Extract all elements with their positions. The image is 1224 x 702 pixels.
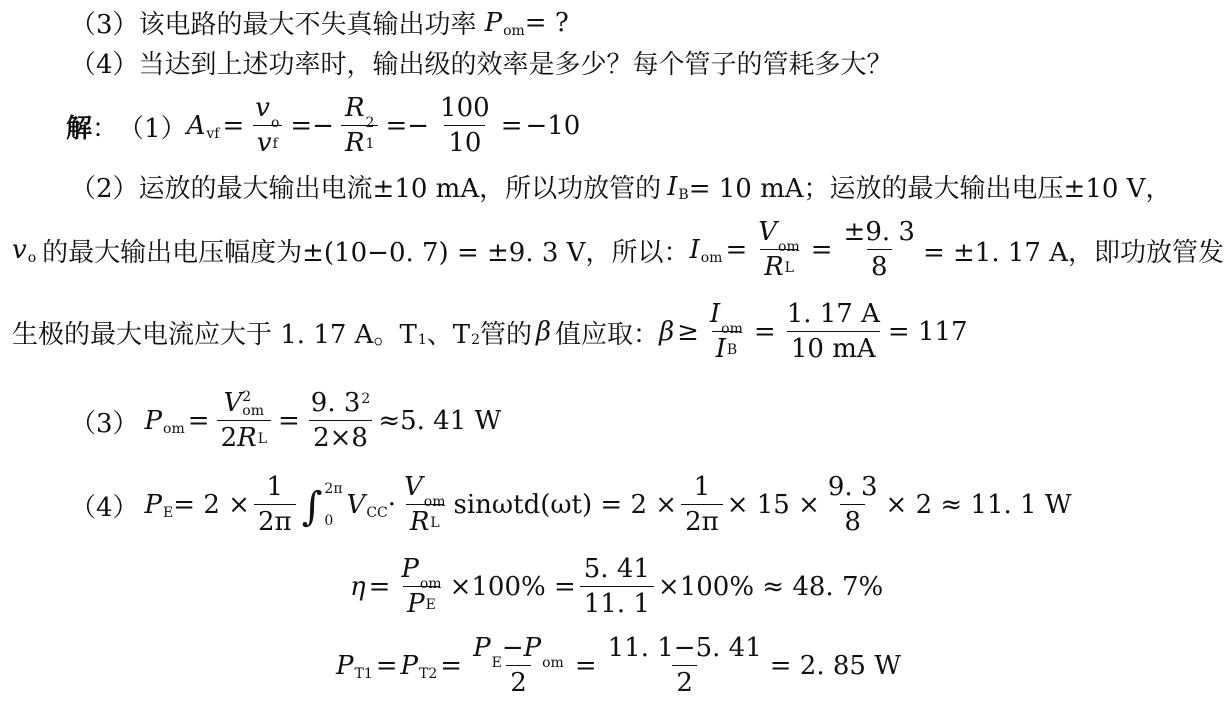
avf-symbol: A bbox=[186, 111, 206, 141]
fraction-541-111 bbox=[580, 555, 654, 618]
ib-sub: B bbox=[678, 186, 689, 203]
fraction-93-8 bbox=[840, 218, 919, 281]
fraction-1-2pi-2 bbox=[681, 473, 723, 536]
iom-symbol-2: I bbox=[709, 299, 721, 330]
vcc-symbol: V bbox=[346, 490, 366, 520]
den-2pi-b: 2π bbox=[681, 504, 723, 537]
num-5-41: 5. 41 bbox=[583, 554, 650, 585]
rl-symbol-3: R bbox=[409, 507, 430, 537]
part2-line3-sep: 、T bbox=[426, 319, 471, 350]
fraction-100-10 bbox=[436, 94, 494, 157]
den-2-c: 2 bbox=[672, 665, 697, 698]
q4-text: 当达到上述功率时，输出级的效率是多少？每个管子的管耗多大？ bbox=[138, 50, 893, 80]
vo-sub-2: o bbox=[27, 250, 37, 266]
fraction-117-10ma bbox=[783, 300, 884, 363]
eta-symbol: η bbox=[350, 572, 366, 602]
solution-2-line-1 bbox=[70, 168, 1171, 205]
pe-sub: E bbox=[163, 505, 174, 521]
part2-line2-b: = ±1. 17 A，即功放管发 bbox=[922, 237, 1224, 268]
vom-sub-2: om bbox=[242, 403, 265, 419]
times-100: ×100% = bbox=[449, 572, 576, 602]
q3-symbol-sub: om bbox=[503, 22, 525, 39]
solution-4-pe bbox=[70, 468, 1072, 542]
part2-text-a: 运放的最大输出电流±10 mA，所以功放管的 bbox=[138, 174, 662, 204]
result-1: −10 bbox=[525, 111, 581, 141]
den-11-1: 11. 1 bbox=[580, 586, 654, 619]
den-10ma: 10 mA bbox=[787, 331, 880, 364]
den-8-b: 8 bbox=[840, 504, 865, 537]
integral-sign: ∫ bbox=[301, 484, 323, 530]
pt2-symbol: P bbox=[400, 651, 419, 681]
vf-sub: f bbox=[272, 136, 278, 152]
iom-sub: om bbox=[700, 250, 723, 266]
fraction-iom-ib bbox=[706, 300, 747, 363]
num-9-3: ±9. 3 bbox=[843, 217, 915, 248]
solution-4-eta: η = P om P E ×100% = $\frac{5. 41}{11. 1}$ ×100% ≈ 48. 7% bbox=[350, 554, 884, 619]
num-100: 100 bbox=[440, 93, 490, 124]
beta-symbol-2: β bbox=[659, 317, 675, 347]
vcc-sub: CC bbox=[366, 505, 388, 521]
result-117: = 117 bbox=[887, 317, 968, 347]
vf-symbol: v bbox=[256, 128, 272, 158]
r2-sub: 2 bbox=[365, 114, 375, 131]
vom-sub-3: om bbox=[423, 493, 446, 510]
ib-sub-2: B bbox=[726, 342, 738, 358]
part2-line3-c: 值应取： bbox=[555, 319, 660, 350]
fraction-r2-r1 bbox=[341, 94, 379, 157]
pom-sub-3: om bbox=[542, 654, 564, 671]
pt2-sub: T2 bbox=[419, 666, 438, 682]
solution-3: （3） P om = V 2 om 2 R L = 9. 3 2 2×8 ≈5. 41 W bbox=[70, 388, 502, 453]
r2-symbol: R bbox=[344, 93, 365, 124]
ib-symbol: I bbox=[667, 171, 678, 202]
pom-sub: om bbox=[163, 421, 185, 437]
r1-sub: 1 bbox=[365, 136, 375, 152]
fraction-vom2-2rl bbox=[217, 389, 271, 452]
vom-sup: 2 bbox=[242, 389, 252, 405]
vom-sub: om bbox=[778, 238, 800, 255]
part3-label: （3） bbox=[70, 408, 139, 439]
vom-symbol-3: V bbox=[404, 472, 423, 503]
eta-result: ×100% ≈ 48. 7% bbox=[657, 572, 884, 602]
t1-sub: 1 bbox=[417, 332, 427, 348]
pe-symbol-3: P bbox=[473, 633, 491, 664]
avf-sub: vf bbox=[206, 126, 220, 142]
rl-sub-3: L bbox=[430, 515, 440, 531]
pe-symbol-2: P bbox=[407, 589, 425, 619]
den-2pi: 2π bbox=[254, 504, 296, 537]
vo-sub: o bbox=[270, 114, 280, 131]
pe-sub-2: E bbox=[425, 597, 436, 613]
q3-label: （3） bbox=[70, 10, 139, 40]
pt1-symbol: P bbox=[336, 651, 354, 681]
rl-symbol: R bbox=[764, 252, 784, 282]
q4-label: （4） bbox=[70, 50, 139, 80]
ge-sign: ≥ bbox=[677, 317, 699, 347]
r1-symbol: R bbox=[344, 128, 365, 158]
vom-symbol-2: V bbox=[223, 388, 243, 419]
rl-sub-2: L bbox=[257, 431, 267, 447]
num-1: 1 bbox=[266, 472, 284, 503]
pom-symbol-3: P bbox=[523, 633, 542, 664]
solution-2-line-2: v o 的最大输出电压幅度为±(10−0. 7) = ±9. 3 V，所以： I om = V om R L = $\frac{\pm 9. 3}{8}$ = ±1. 17 A，即功放管发 bbox=[12, 217, 1224, 282]
part2-label: （2） bbox=[70, 174, 139, 204]
solution-1: 解 ： （1） A vf = v o v f =− R 2 R 1 =− $\frac{100}{10}$ = −10 bbox=[66, 93, 581, 158]
question-4 bbox=[70, 44, 893, 81]
num-9-3-b: 9. 3 bbox=[827, 472, 878, 503]
dot-operator: · bbox=[387, 490, 397, 520]
fraction-vom-rl-2 bbox=[400, 473, 450, 536]
solution-4-pt: P T1 = P T2 = P E − P om 2 = $\frac{11. 1-5. 41}{2}$ = 2. 85 W bbox=[336, 633, 901, 698]
integral-lower: 0 bbox=[324, 513, 334, 529]
beta-symbol: β bbox=[536, 317, 552, 347]
iom-symbol: I bbox=[689, 235, 700, 265]
pt-result: = 2. 85 W bbox=[769, 651, 901, 681]
num-sq-sup: 2 bbox=[361, 390, 371, 407]
fraction-diff-2 bbox=[604, 634, 766, 697]
den-8: 8 bbox=[867, 249, 892, 282]
part2-line3-a: 生极的最大电流应大于 1. 17 A。T bbox=[12, 319, 417, 350]
solution-heading: 解 bbox=[66, 113, 93, 144]
pom-symbol-2: P bbox=[401, 554, 419, 585]
solution-2-line-3: 生极的最大电流应大于 1. 17 A。T 1 、T 2 管的 β 值应取： β ≥ I om I B = $\frac{1. 17 A}{10 mA}$ = 117 bbox=[12, 299, 968, 364]
pom-symbol: P bbox=[144, 406, 163, 436]
eq-2-times: = 2 × bbox=[173, 490, 250, 520]
fraction-93-8-b bbox=[824, 473, 882, 536]
den-2: 2 bbox=[220, 423, 238, 453]
pe-symbol: P bbox=[144, 490, 163, 520]
times-2-result: × 2 ≈ 11. 1 W bbox=[885, 490, 1072, 520]
solution-colon: ： bbox=[92, 113, 119, 144]
den-2-b: 2 bbox=[506, 665, 531, 698]
pom-sub-2: om bbox=[419, 575, 442, 592]
vom-symbol: V bbox=[758, 217, 778, 248]
q3-symbol: P bbox=[484, 7, 503, 38]
rl-symbol-2: R bbox=[237, 423, 257, 453]
den-10: 10 bbox=[444, 125, 485, 158]
ib-symbol-2: I bbox=[715, 334, 726, 364]
integral-limits bbox=[324, 481, 342, 529]
fraction-93sq-2x8 bbox=[307, 389, 375, 452]
sinwt-term: sinωtd(ωt) = 2 × bbox=[453, 490, 678, 520]
fraction-vom-rl bbox=[754, 218, 804, 281]
times-15: × 15 × bbox=[726, 490, 820, 520]
integral-upper: 2π bbox=[324, 481, 343, 497]
q3-text: 该电路的最大不失真输出功率 bbox=[138, 10, 477, 40]
fraction-pom-pe bbox=[397, 555, 445, 618]
vo-symbol: v bbox=[255, 93, 270, 124]
rl-sub: L bbox=[784, 260, 794, 276]
fraction-1-2pi bbox=[254, 473, 296, 536]
part2-text-b: = 10 mA；运放的最大输出电压±10 V， bbox=[688, 174, 1172, 204]
part2-line2-a: 的最大输出电压幅度为±(10−0. 7) = ±9. 3 V，所以： bbox=[42, 237, 690, 268]
q3-tail: = ? bbox=[524, 7, 569, 38]
pt1-sub: T1 bbox=[354, 666, 373, 682]
result-541: ≈5. 41 W bbox=[378, 406, 502, 436]
num-1-b: 1 bbox=[693, 472, 711, 503]
question-3 bbox=[70, 4, 569, 41]
pe-sub-3: E bbox=[491, 654, 502, 671]
vo-symbol-2: v bbox=[12, 235, 27, 265]
part4-label: （4） bbox=[70, 492, 139, 523]
fraction-pe-pom: P E − P om 2 bbox=[473, 633, 564, 698]
part2-line3-b: 管的 bbox=[480, 319, 533, 350]
fraction-vo-vf bbox=[251, 94, 283, 157]
t2-sub: 2 bbox=[471, 332, 480, 348]
iom-sub-2: om bbox=[721, 320, 743, 337]
den-2x8: 2×8 bbox=[309, 420, 372, 453]
num-9-3-sq: 9. 3 bbox=[310, 388, 361, 419]
num-diff: 11. 1−5. 41 bbox=[607, 633, 762, 664]
part1-label: （1） bbox=[118, 113, 187, 144]
num-1-17a: 1. 17 A bbox=[786, 299, 880, 330]
